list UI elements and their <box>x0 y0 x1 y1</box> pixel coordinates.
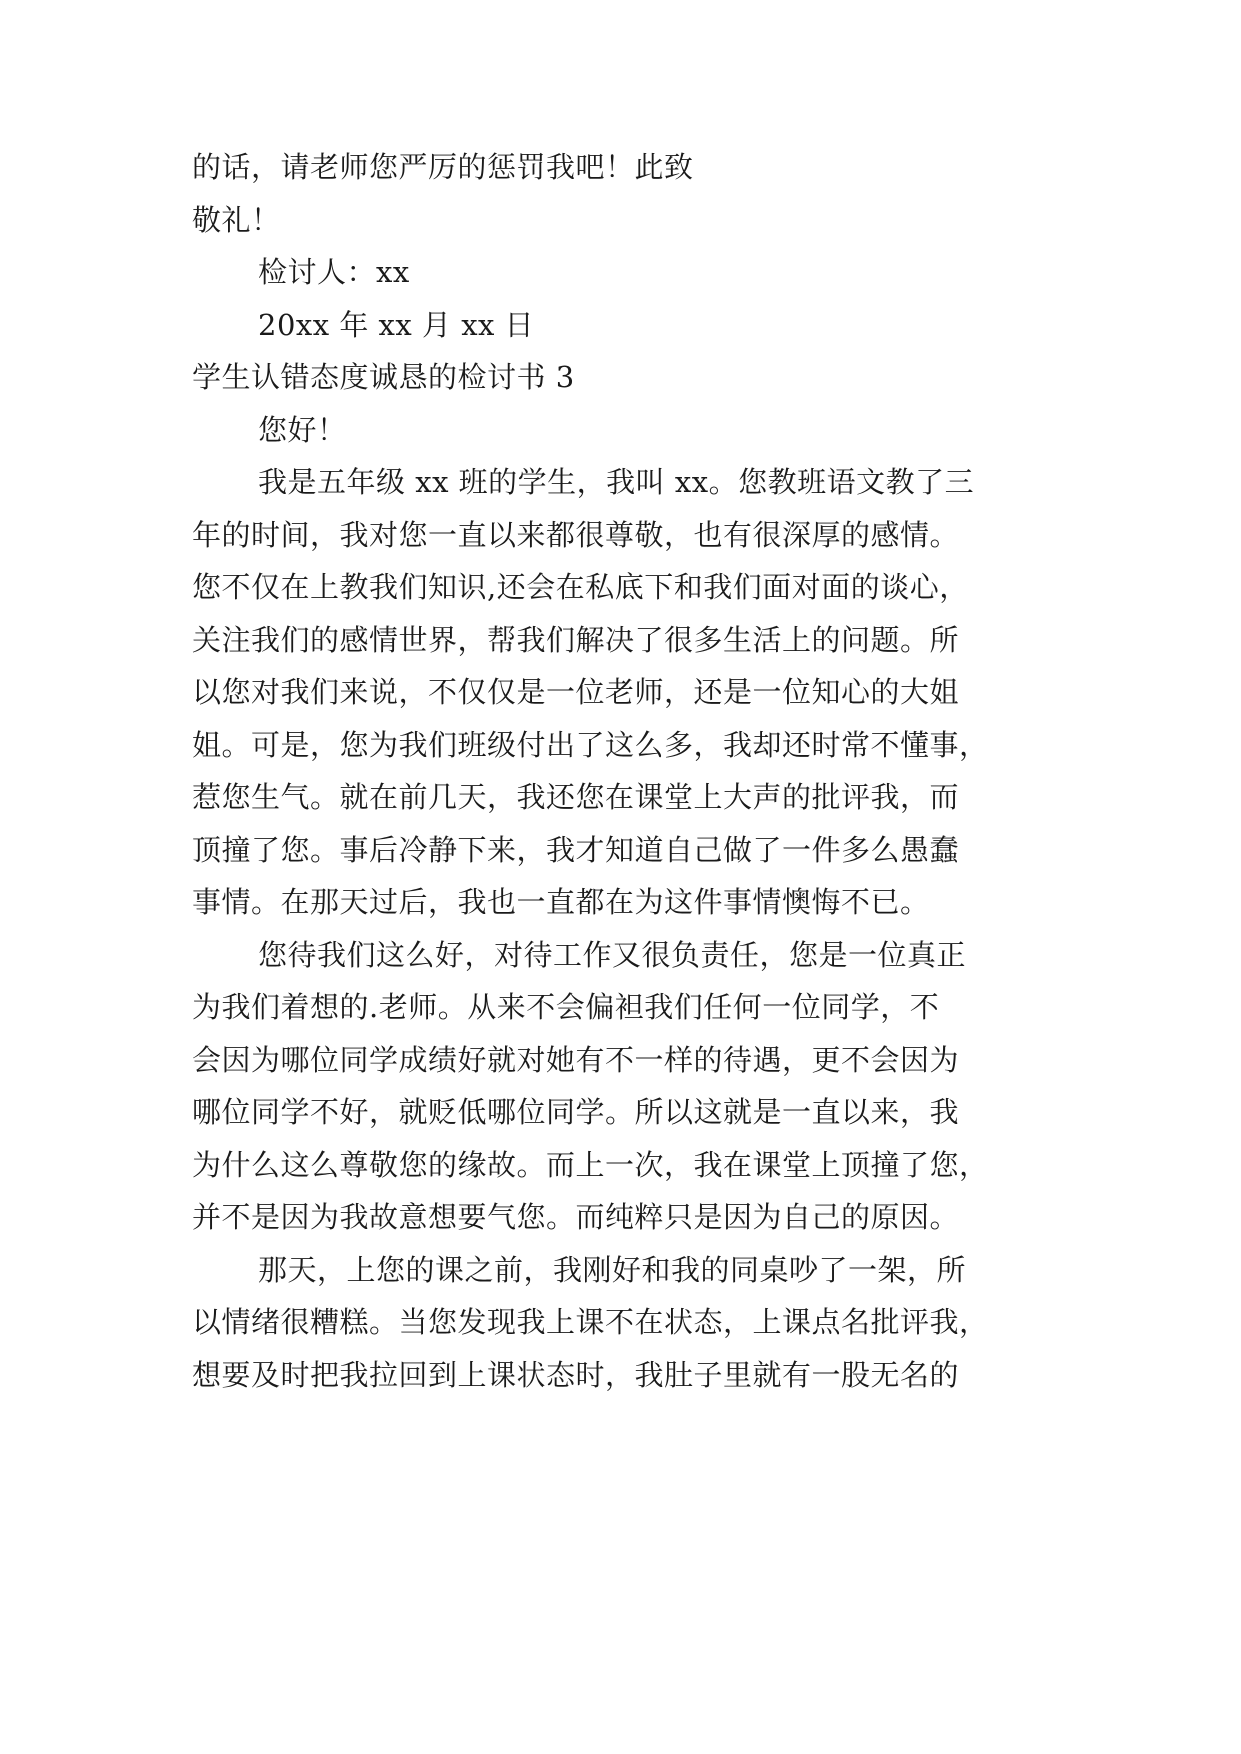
text-line: 您待我们这么好，对待工作又很负责任，您是一位真正 <box>258 938 967 972</box>
section-title: 学生认错态度诚恳的检讨书 3 <box>192 360 575 394</box>
text-line: 年的时间，我对您一直以来都很尊敬，也有很深厚的感情。 <box>192 518 960 552</box>
text-line: 会因为哪位同学成绩好就对她有不一样的待遇，更不会因为 <box>192 1043 960 1077</box>
text-line: 您不仅在上教我们知识,还会在私底下和我们面对面的谈心， <box>192 570 969 604</box>
text-line: 那天，上您的课之前，我刚好和我的同桌吵了一架，所 <box>258 1253 967 1287</box>
text-line: 事情。在那天过后，我也一直都在为这件事情懊悔不已。 <box>192 885 930 919</box>
text-line: 关注我们的感情世界，帮我们解决了很多生活上的问题。所 <box>192 623 960 657</box>
text-line: 以情绪很糟糕。当您发现我上课不在状态，上课点名批评我， <box>192 1305 989 1339</box>
text-line: 为我们着想的.老师。从来不会偏袒我们任何一位同学，不 <box>192 990 940 1024</box>
text-line: 哪位同学不好，就贬低哪位同学。所以这就是一直以来，我 <box>192 1095 960 1129</box>
text-line: 并不是因为我故意想要气您。而纯粹只是因为自己的原因。 <box>192 1200 960 1234</box>
text-line: 敬礼！ <box>192 203 281 237</box>
text-line: 我是五年级 xx 班的学生，我叫 xx。您教班语文教了三 <box>258 465 975 499</box>
text-line: 姐。可是，您为我们班级付出了这么多，我却还时常不懂事， <box>192 728 989 762</box>
text-line: 顶撞了您。事后冷静下来，我才知道自己做了一件多么愚蠢 <box>192 833 960 867</box>
text-line: 为什么这么尊敬您的缘故。而上一次，我在课堂上顶撞了您， <box>192 1148 989 1182</box>
greeting-line: 您好！ <box>258 413 347 447</box>
signature-line: 检讨人：xx <box>258 255 410 289</box>
text-line: 想要及时把我拉回到上课状态时，我肚子里就有一股无名的 <box>192 1358 960 1392</box>
date-line: 20xx 年 xx 月 xx 日 <box>258 308 535 342</box>
text-line: 以您对我们来说，不仅仅是一位老师，还是一位知心的大姐 <box>192 675 960 709</box>
text-line: 惹您生气。就在前几天，我还您在课堂上大声的批评我，而 <box>192 780 960 814</box>
text-line: 的话，请老师您严厉的惩罚我吧！此致 <box>192 150 694 184</box>
